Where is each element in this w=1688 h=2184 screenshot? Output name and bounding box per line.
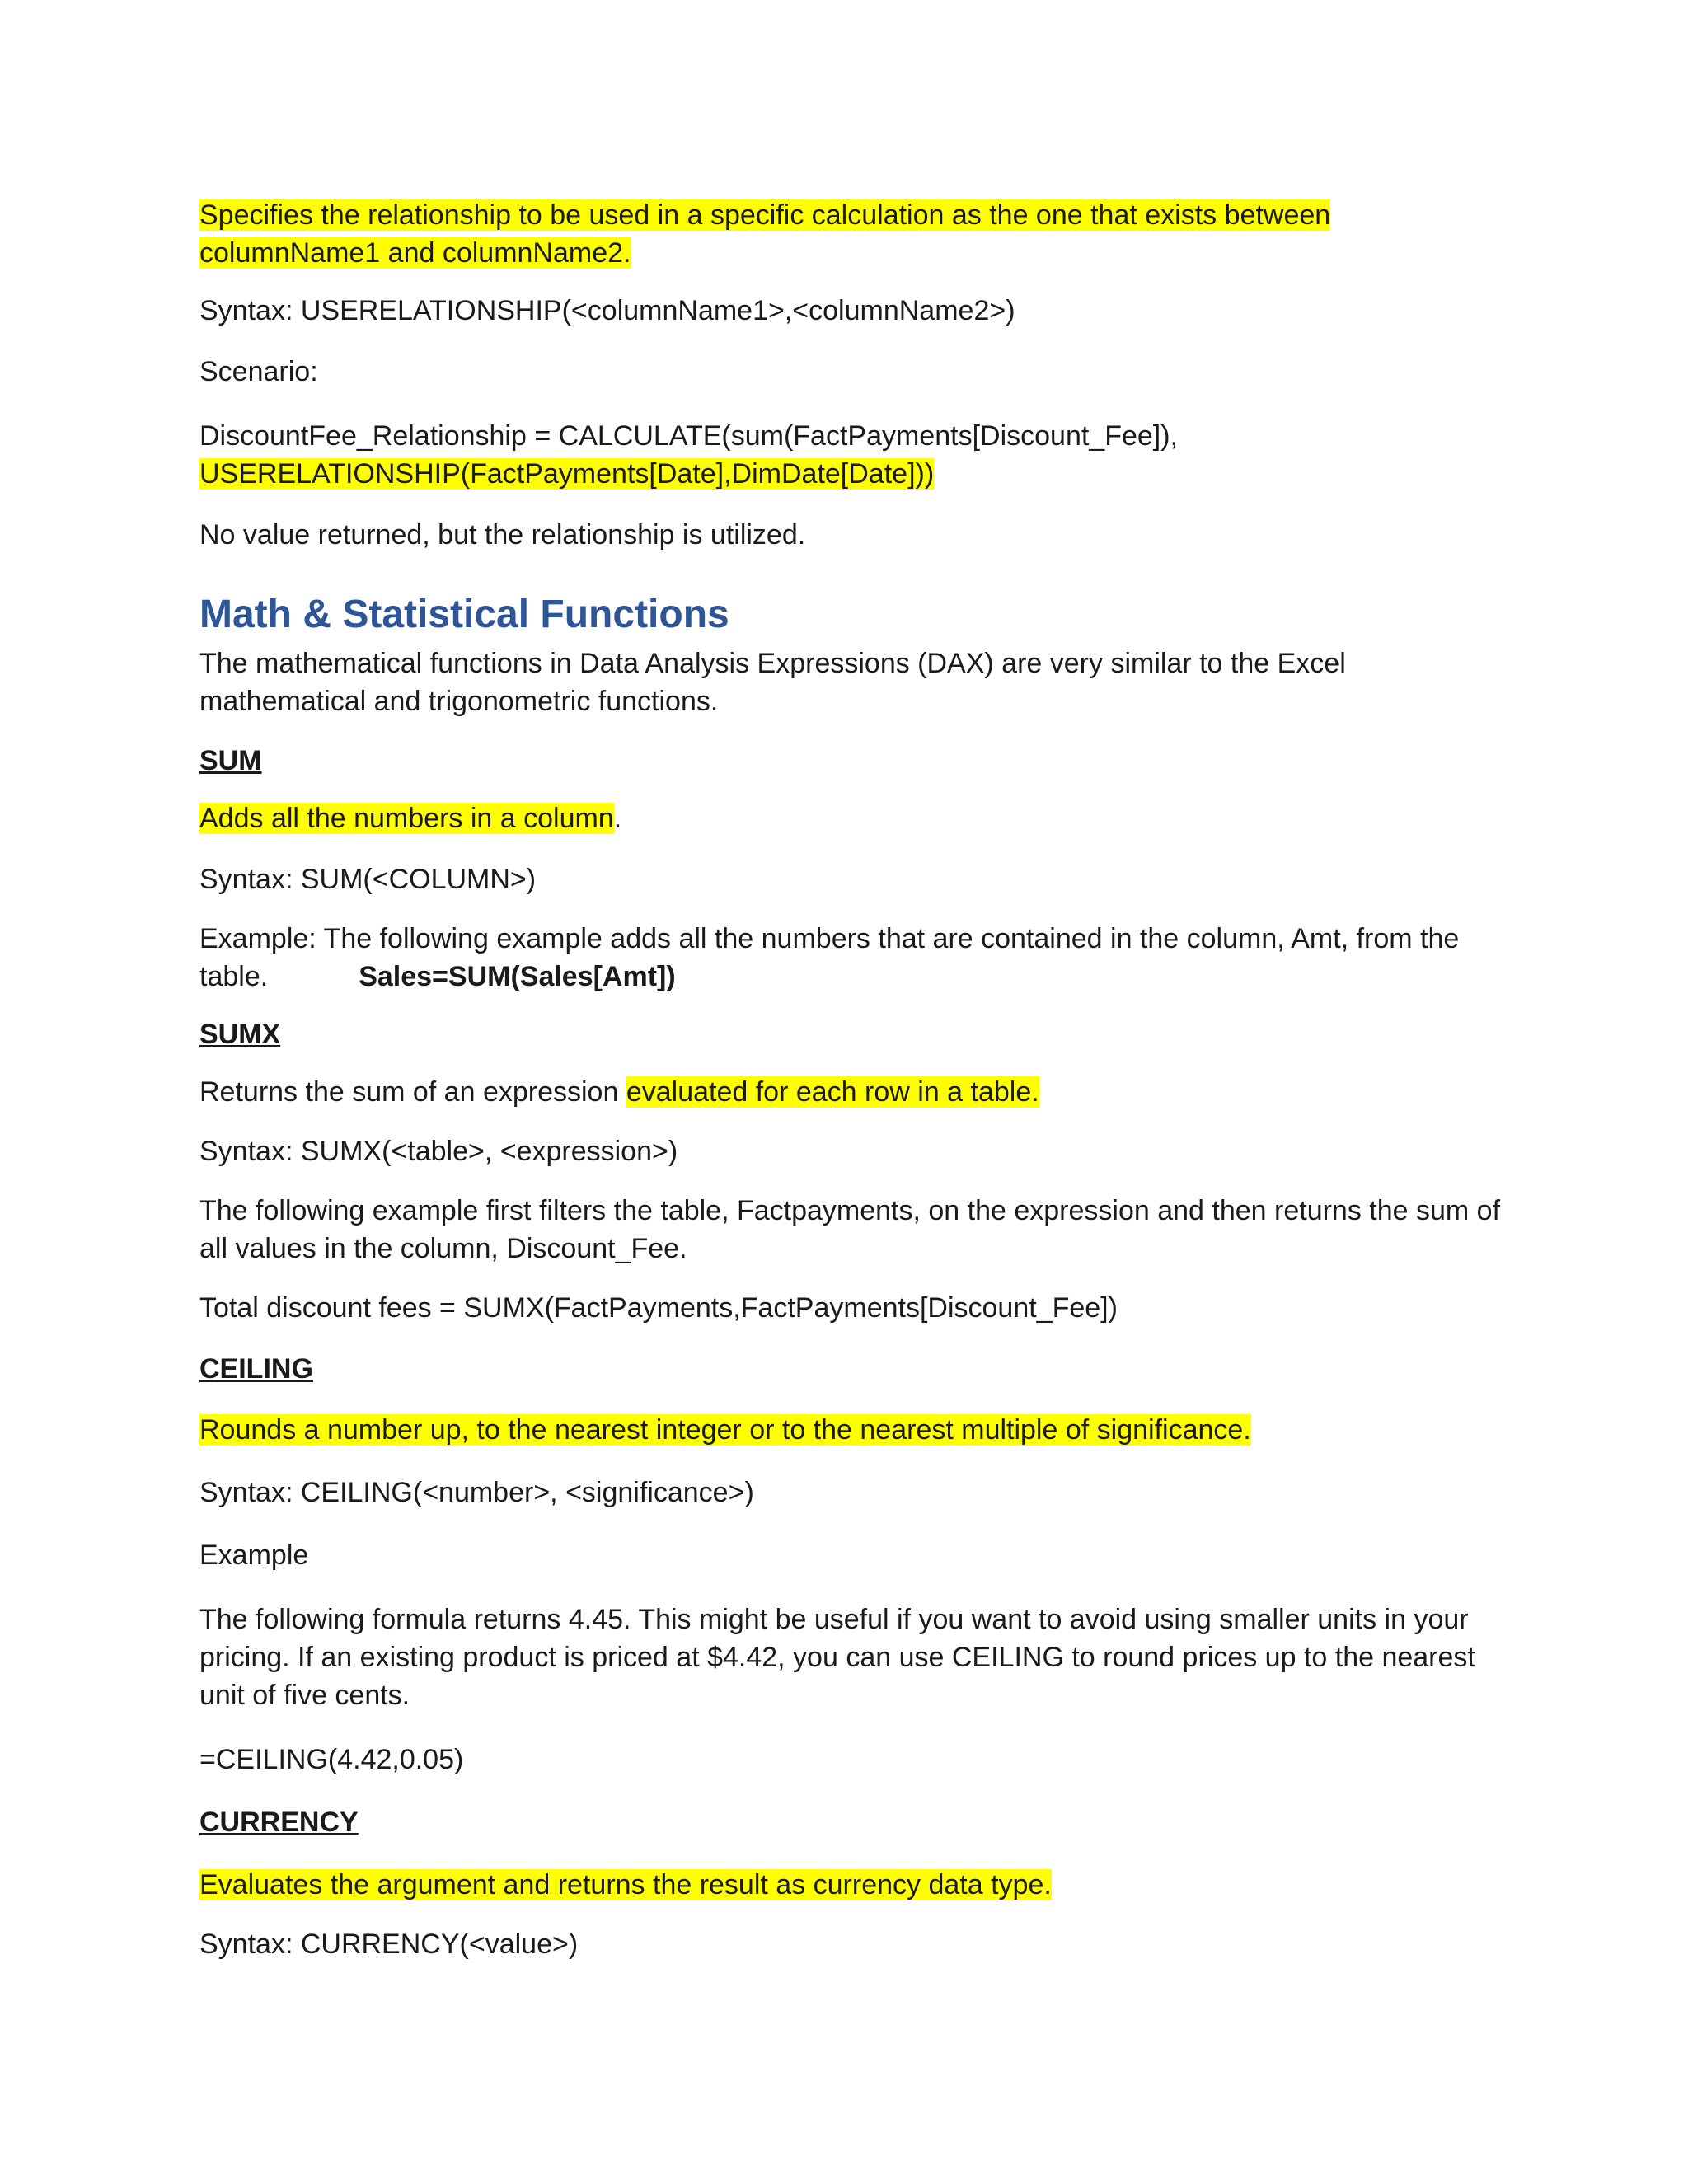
userelationship-description-line1: Specifies the relationship to be used in a specific calculation as the one that exists between [199, 199, 1331, 231]
ceiling-example-formula: =CEILING(4.42,0.05) [199, 1744, 464, 1775]
sum-description [199, 799, 1502, 837]
userelationship-result-note: No value returned, but the relationship is utilized. [199, 519, 806, 551]
scenario-formula-line2: USERELATIONSHIP(FactPayments[Date],DimDate[Date])) [199, 458, 935, 490]
ceiling-description [199, 1411, 1502, 1449]
scenario-formula-line1: DiscountFee_Relationship = CALCULATE(sum(FactPayments[Discount_Fee]), [199, 420, 1179, 452]
sum-example-text: Example: The following example adds all the numbers that are contained in the column, Amt, from the table. [199, 923, 1460, 992]
ceiling-heading: CEILING [199, 1353, 313, 1385]
sum-description-period: . [613, 803, 622, 834]
sumx-syntax: Syntax: SUMX(<table>, <expression>) [199, 1136, 678, 1167]
ceiling-syntax: Syntax: CEILING(<number>, <significance>) [199, 1477, 754, 1508]
currency-heading: CURRENCY [199, 1807, 359, 1838]
currency-description [199, 1866, 1502, 1904]
sum-example [199, 920, 1502, 996]
currency-syntax: Syntax: CURRENCY(<value>) [199, 1929, 579, 1960]
sumx-description-highlight: evaluated for each row in a table. [626, 1076, 1039, 1108]
sumx-example-text: The following example first filters the table, Factpayments, on the expression and then returns the sum of all values in the column, Discount_Fee. [199, 1195, 1501, 1264]
userelationship-description [199, 196, 1502, 272]
currency-description-highlight: Evaluates the argument and returns the result as currency data type. [199, 1869, 1052, 1900]
sum-description-highlight: Adds all the numbers in a column [199, 803, 614, 834]
ceiling-example-label: Example [199, 1540, 309, 1571]
sumx-description [199, 1073, 1502, 1111]
userelationship-description-line2: columnName1 and columnName2. [199, 237, 631, 269]
section-intro: The mathematical functions in Data Analysis Expressions (DAX) are very similar to the Excel mathematical and trigonometric functions. [199, 648, 1346, 717]
sumx-heading: SUMX [199, 1019, 281, 1050]
sum-heading: SUM [199, 745, 262, 776]
sumx-description-plain: Returns the sum of an expression [199, 1076, 626, 1108]
sum-syntax: Syntax: SUM(<COLUMN>) [199, 864, 537, 895]
section-title: Math & Statistical Functions [199, 593, 729, 636]
sum-example-formula: Sales=SUM(Sales[Amt]) [359, 961, 676, 992]
sumx-example-formula: Total discount fees = SUMX(FactPayments,FactPayments[Discount_Fee]) [199, 1292, 1118, 1324]
scenario-label: Scenario: [199, 356, 318, 387]
ceiling-example-text: The following formula returns 4.45. This might be useful if you want to avoid using smaller units in your pricing. If an existing product is priced at $4.42, you can use CEILING to round prices up to the nearest unit of five cents. [199, 1604, 1475, 1711]
userelationship-syntax: Syntax: USERELATIONSHIP(<columnName1>,<columnName2>) [199, 295, 1015, 326]
ceiling-description-highlight: Rounds a number up, to the nearest integer or to the nearest multiple of significance. [199, 1414, 1251, 1446]
scenario-formula [199, 417, 1502, 493]
